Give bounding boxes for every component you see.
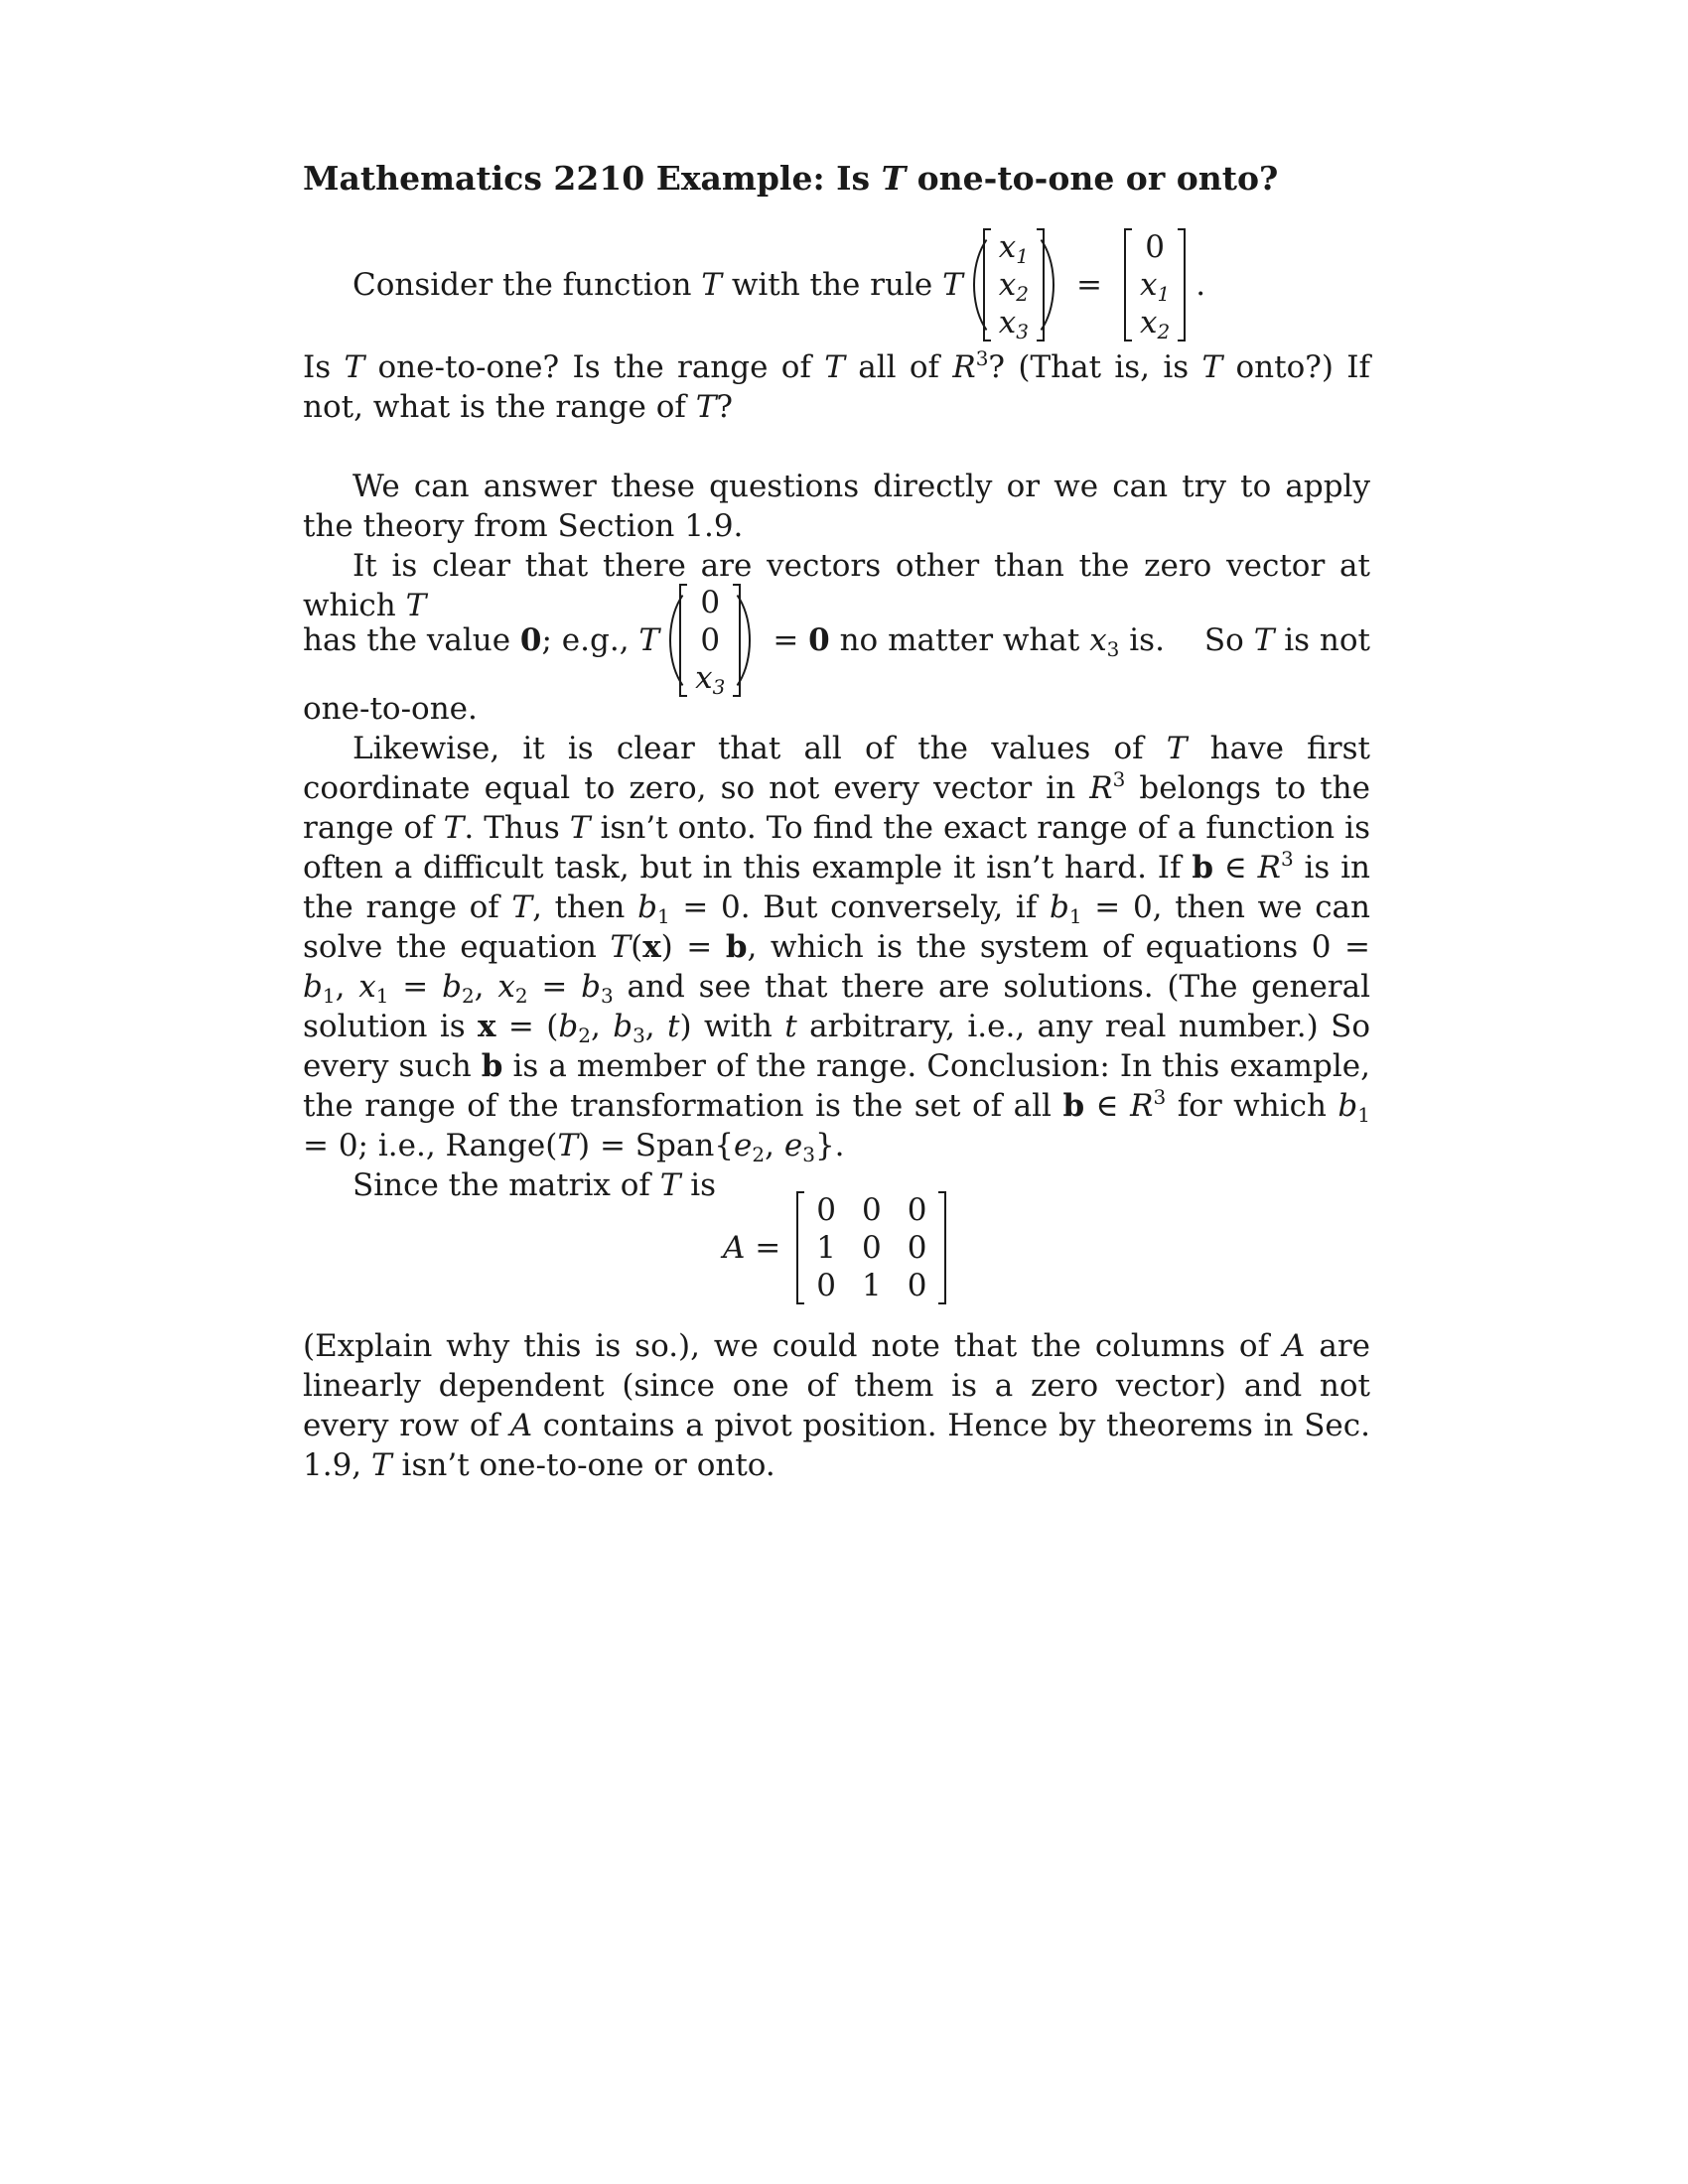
input-x1: $x_1$ bbox=[998, 229, 1029, 268]
example-vector bbox=[679, 584, 741, 697]
example-x3: $x_3$ bbox=[695, 660, 726, 699]
matrix-row-3: 0 1 0 bbox=[816, 1268, 927, 1303]
intro-rule: Consider the function T with the rule T $x_1$ $x_2$ $x_3$ = 0 $x_1$ $x_2$ . bbox=[352, 226, 1205, 343]
input-vector bbox=[983, 228, 1045, 341]
example-lead: has the value 0; e.g., T bbox=[303, 622, 660, 658]
example-tail: = 0 no matter what $x_3$ is. So T is not bbox=[773, 622, 1370, 661]
example-paren bbox=[669, 582, 751, 699]
paragraph-range: Likewise, it is clear that all of the values of T have first coordinate equal to zero, so not every vector in $R^3$ belongs to the range of T. Thus T isn’t onto. To find the exact range of a function is often a difficult task, but in this example it isn’t hard. If b ∈ $R^3$ is in the range of T, then $b_1 = 0$. But conversely, if $b_1 = 0$, then we can solve the equation T(x) = b, which is the system of equations $0 = b_1$, $x_1 = b_2$, $x_2 = b_3$ and see that there are solutions. (The general solution is $x = (b_2$, $b_3$, t) with t arbitrary, i.e., any real number.) So every such b is a member of the range. Conclusion: In this example, the range of the transformation is the set of all b ∈ $R^3$ for which $b_1 = 0$; i.e., Range(T) = $Span\{e_2$, $e_3$}. bbox=[303, 731, 1371, 1166]
matrix-a bbox=[796, 1191, 946, 1304]
output-0: 0 bbox=[1145, 229, 1165, 265]
matrix-label: A = bbox=[723, 1230, 781, 1266]
intro-lead: Consider the function T with the rule T bbox=[352, 267, 963, 303]
paragraph-matrix-intro: Since the matrix of T is bbox=[352, 1167, 717, 1203]
example-row bbox=[303, 582, 1370, 699]
example-0a: 0 bbox=[700, 585, 721, 620]
matrix-row-1: 0 0 0 bbox=[816, 1192, 927, 1228]
paragraph-conclusion: (Explain why this is so.), we could note that the columns of A are linearly dependent (since one of them is a zero vector) and not every row of A contains a pivot position. Hence by theorems in Sec. 1.9, T isn’t one-to-one or onto. bbox=[303, 1328, 1370, 1483]
output-x1: $x_1$ bbox=[1139, 267, 1171, 306]
page-title: Mathematics 2210 Example: Is T one-to-one or onto? bbox=[303, 159, 1279, 198]
output-vector bbox=[1124, 228, 1186, 341]
input-x2: $x_2$ bbox=[998, 267, 1029, 306]
input-paren bbox=[973, 226, 1055, 343]
matrix-row bbox=[723, 1191, 946, 1304]
paragraph-zero-vector: It is clear that there are vectors other than the zero vector at which T bbox=[303, 548, 1370, 623]
input-x3: $x_3$ bbox=[998, 305, 1029, 343]
example-0b: 0 bbox=[700, 622, 721, 658]
example-end: one-to-one. bbox=[303, 691, 478, 727]
intro-question: Is T one-to-one? Is the range of T all of $R^3$? (That is, is T onto?) If not, what is the range of T? bbox=[303, 346, 1371, 425]
output-x2: $x_2$ bbox=[1139, 305, 1171, 343]
paragraph-theory: We can answer these questions directly or we can try to apply the theory from Section 1.9. bbox=[303, 469, 1370, 544]
matrix-row-2: 1 0 0 bbox=[816, 1230, 927, 1266]
